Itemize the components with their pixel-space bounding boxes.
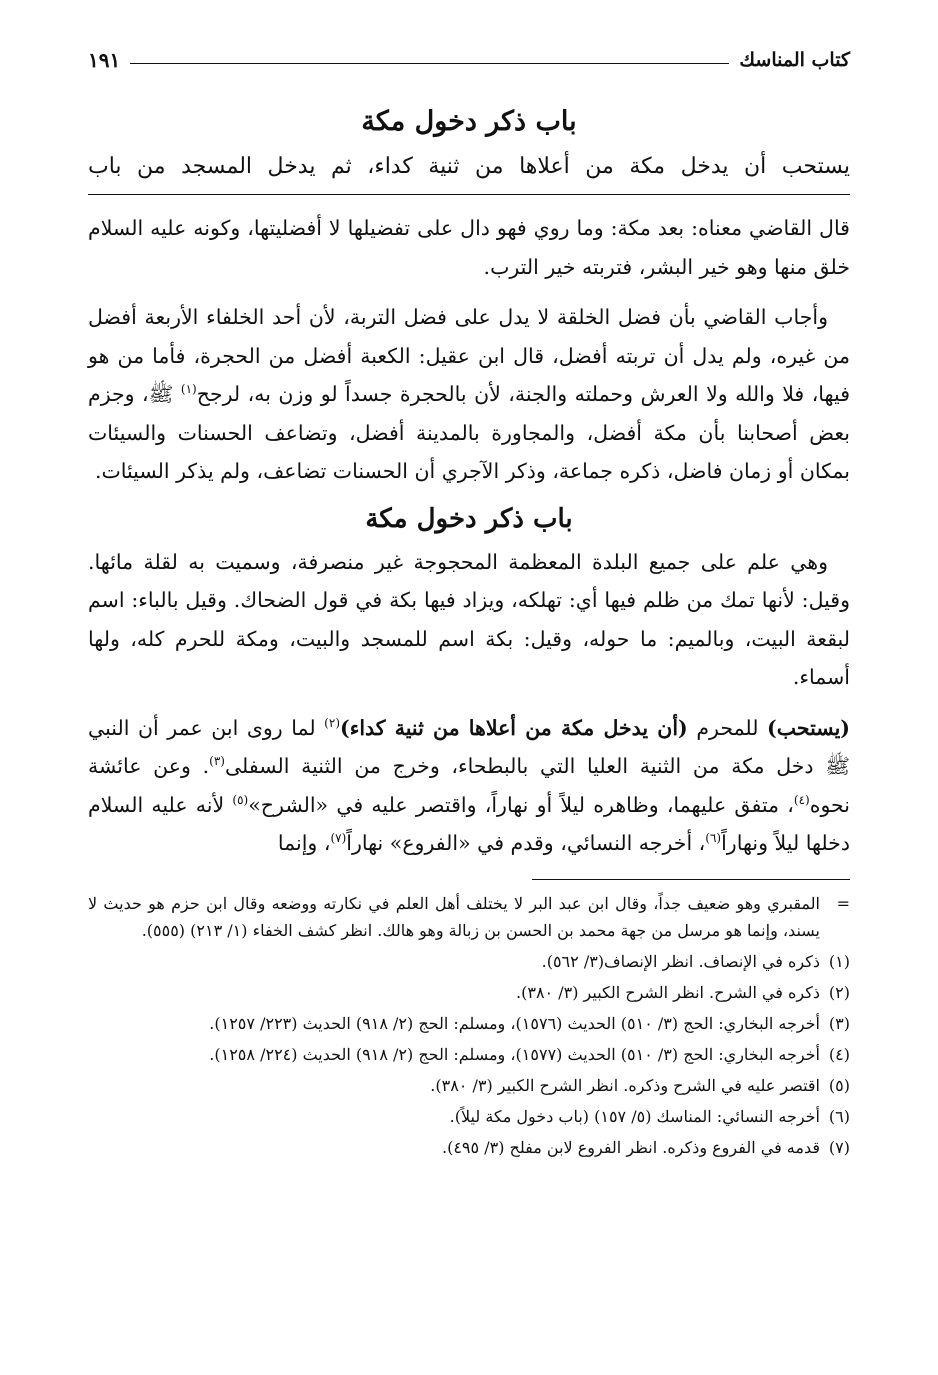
footnote-mark: (٢)	[828, 982, 850, 1002]
footnote-mark: (١)	[828, 951, 850, 971]
footnote-ref-1[interactable]: (١)	[180, 382, 197, 397]
footnote-text: ذكره في الإنصاف. انظر الإنصاف(٣/ ٥٦٢).	[541, 951, 820, 971]
footnote-item	[88, 1010, 850, 1037]
footnote-text: أخرجه البخاري: الحج (٣/ ٥١٠) الحديث (١٥٧٧)، ومسلم: الحج (٢/ ٩١٨) الحديث (٢٢٤/ ١٢٥٨).	[209, 1044, 820, 1064]
footnote-ref-5[interactable]: (٥)	[232, 792, 249, 807]
footnote-mark: (٣)	[828, 1013, 850, 1033]
footnote-item	[88, 1041, 850, 1068]
commentary-paragraph-3: وهي علم على جميع البلدة المعظمة المحجوجة غير منصرفة، وسميت به لقلة مائها. وقيل: لأنها تمك من ظلم فيها أي: تهلكه، ويزاد فيها بكة في قول الضحاك. وقيل بالباء: اسم لبقعة البيت، وبالميم: ما حوله، وقيل: بكة اسم للمسجد والبيت، ومكة للحرم كله، ولها أسماء.	[88, 549, 850, 689]
book-title: كتاب المناسك	[739, 49, 850, 71]
footnote-text: قدمه في الفروع وذكره. انظر الفروع لابن مفلح (٣/ ٤٩٥).	[442, 1137, 820, 1157]
footnote-mark: (٧)	[828, 1137, 850, 1157]
footnote-text: أخرجه النسائي: المناسك (٥/ ١٥٧) (باب دخول مكة ليلاً).	[449, 1106, 820, 1126]
footnote-mark: =	[836, 893, 850, 913]
footnote-item	[88, 948, 850, 975]
footnote-text: اقتصر عليه في الشرح وذكره. انظر الشرح الكبير (٣/ ٣٨٠).	[430, 1075, 820, 1095]
quoted-matn: (أن يدخل مكة من أعلاها من ثنية كداء)	[340, 715, 688, 740]
footnote-ref-7[interactable]: (٧)	[330, 831, 347, 846]
footnote-item	[88, 890, 850, 944]
commentary-paragraph-1: قال القاضي معناه: بعد مكة: وما روي فهو دال على تفضيلها لا أفضليتها، وكونه عليه السلام خلق منها وهو خير البشر، فتربته خير الترب.	[88, 216, 850, 279]
book-page	[88, 40, 850, 1165]
commentary-paragraph-2: وأجاب القاضي بأن فضل الخلقة لا يدل على فضل التربة، لأن أحد الخلفاء الأربعة أفضل من غيره، ولم يدل أن تربته أفضل، قال ابن عقيل: الكعبة أفضل من الحجرة، فأما من هو فيها، فلا والله ولا العرش وحملته والجنة، لأن بالحجرة جسداً لو وزن به، لرجح$^{(١)}$ ﷺ، وجزم بعض أصحابنا بأن مكة أفضل، والمجاورة بالمدينة أفضل، وتضاعف الحسنات والسيئات بمكان أو زمان فاضل، ذكره جماعة، وذكر الآجري أن الحسنات تضاعف، ولم يذكر السيئات.	[88, 305, 850, 483]
commentary-paragraph-4: (يستحب) للمحرم (أن يدخل مكة من أعلاها من ثنية كداء)$^{(٢)}$ لما روى ابن عمر أن النبي ﷺ دخل مكة من الثنية العليا التي بالبطحاء، وخرج من الثنية السفلى$^{(٣)}$. وعن عائشة نحوه$^{(٤)}$، متفق عليهما، وظاهره ليلاً أو نهاراً، واقتصر عليه في «الشرح»$^{(٥)}$ لأنه عليه السلام دخلها ليلاً ونهاراً$^{(٦)}$، أخرجه النسائي، وقدم في «الفروع» نهاراً$^{(٧)}$، وإنما	[88, 715, 850, 855]
footnote-ref-2[interactable]: (٢)	[324, 715, 340, 730]
footnote-text: المقبري وهو ضعيف جداً، وقال ابن عبد البر لا يختلف أهل العلم في نكارته ووضعه وقال ابن حزم هو حديث لا يسند، وإنما هو مرسل من جهة محمد بن الحسن بن زبالة وهو هالك. انظر كشف الخفاء (١/ ٢١٣) (٥٥٥).	[88, 893, 820, 940]
footnote-item	[88, 979, 850, 1006]
footnote-mark: (٥)	[828, 1075, 850, 1095]
footnote-text: ذكره في الشرح. انظر الشرح الكبير (٣/ ٣٨٠).	[516, 982, 820, 1002]
footnote-ref-4[interactable]: (٤)	[793, 792, 810, 807]
footnote-item	[88, 1072, 850, 1099]
footnote-ref-6[interactable]: (٦)	[705, 831, 722, 846]
running-header	[88, 40, 850, 80]
section-title: باب ذكر دخول مكة	[365, 503, 573, 534]
footnote-mark: (٦)	[828, 1106, 850, 1126]
matn-text: يستحب أن يدخل مكة من أعلاها من ثنية كداء، ثم يدخل المسجد من باب	[88, 154, 850, 179]
footnote-text: أخرجه البخاري: الحج (٣/ ٥١٠) الحديث (١٥٧٦)، ومسلم: الحج (٢/ ٩١٨) الحديث (٢٢٣/ ١٢٥٧).	[209, 1013, 820, 1033]
salawat-glyph: ﷺ	[148, 382, 174, 406]
matn-divider	[88, 194, 850, 195]
page-number: ١٩١	[88, 48, 121, 72]
quoted-matn: (يستحب)	[767, 715, 850, 740]
matn-chapter-title: باب ذكر دخول مكة	[361, 106, 577, 137]
header-rule	[130, 63, 729, 64]
footnote-divider	[532, 879, 850, 880]
footnote-mark: (٤)	[828, 1044, 850, 1064]
footnote-item	[88, 1103, 850, 1130]
footnotes	[88, 890, 850, 1161]
salawat-glyph: ﷺ	[825, 754, 850, 778]
footnote-item	[88, 1134, 850, 1161]
footnote-ref-3[interactable]: (٣)	[209, 754, 225, 769]
